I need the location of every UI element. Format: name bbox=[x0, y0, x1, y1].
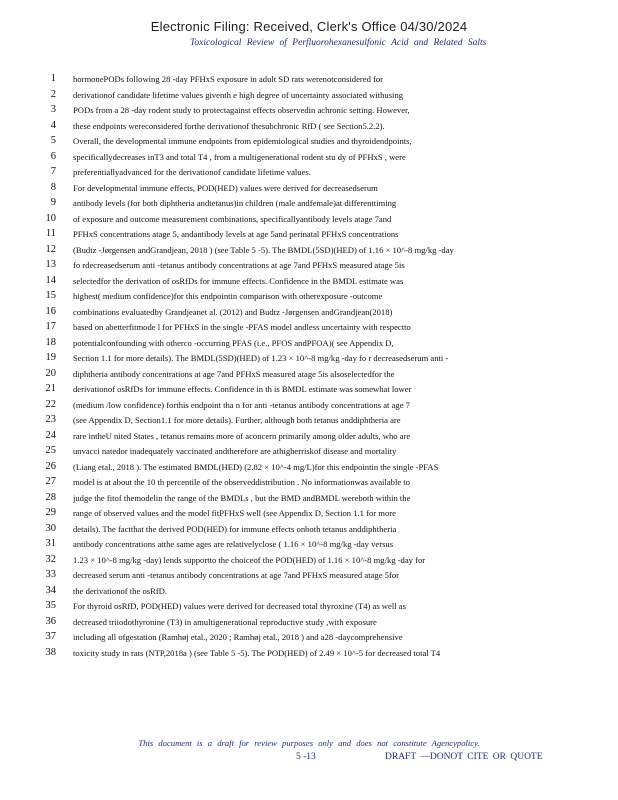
line-text: Overall, the developmental immune endpoints from epidemiological studies and thyroidendpoints, bbox=[73, 136, 412, 146]
line-text: For developmental immune effects, POD(HED) values were derived for decreasedserum bbox=[73, 182, 378, 193]
line-number: 9 bbox=[50, 197, 56, 208]
line-number: 28 bbox=[45, 491, 56, 503]
line-number: 25 bbox=[45, 445, 56, 456]
line-text: judge the fitof themodelin the range of the BMDLs , but the BMD andBMDL wereboth within the bbox=[73, 492, 411, 503]
line-text: of exposure and outcome measurement combinations, specificallyantibody levels atage 7and bbox=[73, 213, 392, 224]
line-number: 22 bbox=[45, 398, 56, 410]
line-text: PODs from a 28 -day rodent study to protectagainst effects observedin achronic setting. However, bbox=[73, 105, 410, 115]
line-text: the derivationof the osRfD. bbox=[73, 585, 168, 596]
line-text: model is at about the 10 th percentile of the observeddistribution . No informationwas available to bbox=[73, 477, 410, 487]
line-text: diphtheria antibody concentrations at age 7and PFHxS measured atage 5is alsoselectedfor the bbox=[73, 368, 395, 379]
line-number: 15 bbox=[45, 290, 56, 301]
line-number: 13 bbox=[45, 259, 56, 270]
line-number: 26 bbox=[45, 460, 56, 472]
line-text: PFHxS concentrations atage 5, andantibody levels at age 5and perinatal PFHxS concentrations bbox=[73, 229, 399, 239]
line-text: these endpoints wereconsidered forthe derivationof thesubchronic RfD ( see Section5.2.2). bbox=[73, 120, 385, 131]
line-number: 17 bbox=[45, 321, 56, 332]
line-number: 1 bbox=[50, 73, 56, 84]
line-number: 10 bbox=[45, 212, 56, 224]
electronic-filing-stamp: Electronic Filing: Received, Clerk's Office 04/30/2024 bbox=[150, 19, 468, 34]
line-number: 19 bbox=[45, 352, 56, 363]
line-number: 2 bbox=[50, 88, 56, 100]
line-number: 38 bbox=[45, 646, 56, 658]
line-text: toxicity study in rats (NTP,2018a ) (see Table 5 -5). The POD(HED) of 2.49 × 10^-5 for decreased total T4 bbox=[73, 647, 441, 658]
line-text: rare intheU nited States , tetanus remains more of aconcern primarily among older adults, who are bbox=[73, 430, 411, 441]
line-number: 12 bbox=[45, 243, 56, 255]
line-text: details). The factthat the derived POD(HED) for immune effects onboth tetanus anddiphtheria bbox=[73, 523, 397, 534]
line-number: 5 bbox=[50, 135, 56, 146]
line-text: decreased serum anti -tetanus antibody concentrations at age 7and PFHxS measured atage 5for bbox=[73, 570, 399, 580]
line-number: 29 bbox=[45, 507, 56, 518]
line-text: antibody concentrations atthe same ages are relativelyclose ( 1.16 × 10^-8 mg/kg -day versus bbox=[73, 539, 394, 549]
line-text: decreased triiodothyronine (T3) in amultigenerational reproductive study ,with exposure bbox=[73, 616, 377, 627]
line-number: 20 bbox=[45, 367, 56, 379]
line-text: (medium /low confidence) forthis endpoint tha n for anti -tetanus antibody concentrations at age 7 bbox=[73, 399, 410, 410]
line-number: 8 bbox=[50, 181, 56, 193]
line-text: combinations evaluatedby Grandjeanet al. (2012) and Budtz -Jørgensen andGrandjean(2018) bbox=[73, 306, 393, 317]
line-text: range of observed values and the model fitPFHxS well (see Appendix D, Section 1.1 for more bbox=[73, 508, 396, 518]
line-number: 33 bbox=[45, 569, 56, 580]
line-text: 1.23 × 10^-8 mg/kg -day) lends supportto the choiceof the POD(HED) of 1.16 × 10^-8 mg/kg -day for bbox=[73, 554, 426, 565]
line-number: 14 bbox=[45, 274, 56, 286]
line-text: (Liang etal., 2018 ). The estimated BMDL(HED) (2.82 × 10^-4 mg/L)for this endpointin the single -PFAS bbox=[73, 461, 439, 472]
line-text: highest( medium confidence)for this endpointin comparison with otherexposure -outcome bbox=[73, 291, 383, 301]
line-text: based on abetterfitmode l for PFHxS in the single -PFAS model andless uncertainty with respectto bbox=[73, 322, 411, 332]
line-text: potentialconfounding with otherco -occurring PFAS (i.e., PFOS andPFOA)( see Appendix D, bbox=[73, 337, 394, 348]
page-number: 5 -13 bbox=[296, 752, 316, 762]
line-number: 4 bbox=[50, 119, 56, 131]
line-number: 34 bbox=[45, 584, 56, 596]
line-number: 30 bbox=[45, 522, 56, 534]
line-text: selectedfor the derivation of osRfDs for immune effects. Confidence in the BMDL estimate was bbox=[73, 275, 404, 286]
line-number: 6 bbox=[50, 150, 56, 162]
line-text: hormonePODs following 28 -day PFHxS exposure in adult SD rats werenotconsidered for bbox=[73, 74, 384, 84]
line-number: 16 bbox=[45, 305, 56, 317]
line-text: unvacci natedor inadequately vaccinated andtherefore are athigherriskof disease and mortality bbox=[73, 446, 397, 456]
line-number: 35 bbox=[45, 600, 56, 611]
line-number: 24 bbox=[45, 429, 56, 441]
line-text: specificallydecreases inT3 and total T4 , from a multigenerational rodent stu dy of PFHxS , were bbox=[73, 151, 406, 162]
line-text: fo rdecreasedserum anti -tetanus antibody concentrations at age 7and PFHxS measured atage 5is bbox=[73, 260, 405, 270]
line-number: 18 bbox=[45, 336, 56, 348]
line-number: 23 bbox=[45, 414, 56, 425]
document-line bbox=[0, 644, 618, 662]
line-text: derivationof candidate lifetime values giventh e high degree of uncertainty associated withusing bbox=[73, 89, 404, 100]
line-text: antibody levels (for both diphtheria andtetanus)in children (male andfemale)at differenttiming bbox=[73, 198, 397, 208]
line-text: (Budtz -Jørgensen andGrandjean, 2018 ) (see Table 5 -5). The BMDL(5SD)(HED) of 1.16 × 10^-8 mg/kg -day bbox=[73, 244, 454, 255]
line-text: (see Appendix D, Section1.1 for more details). Further, although both tetanus anddiphtheria are bbox=[73, 415, 401, 425]
line-text: preferentiallyadvanced for the derivationof candidate lifetime values. bbox=[73, 167, 311, 177]
draft-disclaimer: This document is a draft for review purposes only and does not constitute Agencypolicy. bbox=[138, 738, 480, 748]
draft-label: DRAFT —DONOT CITE OR QUOTE bbox=[385, 752, 543, 762]
line-number: 32 bbox=[45, 553, 56, 565]
line-number: 37 bbox=[45, 631, 56, 642]
line-text: Section 1.1 for more details). The BMDL(5SD)(HED) of 1.23 × 10^-8 mg/kg -day fo r decreasedserum anti - bbox=[73, 353, 449, 363]
line-number: 31 bbox=[45, 538, 56, 549]
line-number: 3 bbox=[50, 104, 56, 115]
line-number: 27 bbox=[45, 476, 56, 487]
line-text: including all ofgestation (Ramhøj etal., 2020 ; Ramhøj etal., 2018 ) and a28 -daycomprehensive bbox=[73, 632, 403, 642]
line-number: 11 bbox=[45, 228, 56, 239]
line-number: 36 bbox=[45, 615, 56, 627]
line-number: 7 bbox=[50, 166, 56, 177]
line-text: derivationof osRfDs for immune effects. Confidence in th is BMDL estimate was somewhat lower bbox=[73, 384, 412, 394]
line-text: For thyroid osRfD, POD(HED) values were derived for decreased total thyroxine (T4) as well as bbox=[73, 601, 406, 611]
running-title: Toxicological Review of Perfluorohexanesulfonic Acid and Related Salts bbox=[190, 38, 487, 48]
line-number: 21 bbox=[45, 383, 56, 394]
